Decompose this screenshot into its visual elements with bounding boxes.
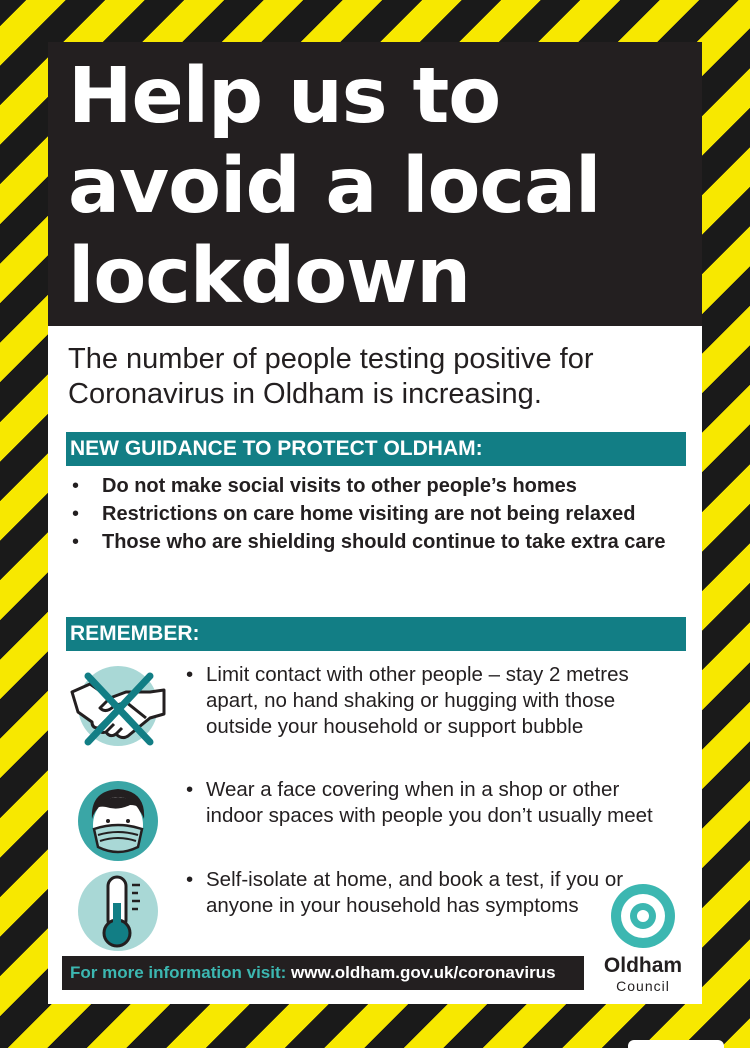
footer-label: For more information visit: <box>70 963 287 982</box>
list-item <box>68 528 688 556</box>
bullet: • <box>72 531 80 553</box>
guidance-item-text: Restrictions on care home visiting are not being relaxed <box>102 503 636 525</box>
logo-mark-icon <box>588 880 698 954</box>
logo-subtitle: Council <box>616 978 670 994</box>
logo-name: Oldham <box>603 954 683 977</box>
thermometer-icon <box>66 867 170 955</box>
oldham-council-logo <box>588 880 698 1000</box>
list-item <box>68 500 688 528</box>
headline-line: Help us to <box>68 52 501 141</box>
remember-item-text: Self-isolate at home, and book a test, if you or anyone in your household has symptoms <box>206 868 624 917</box>
no-handshake-icon <box>66 662 170 750</box>
bullet: • <box>72 475 80 497</box>
list-item <box>68 472 688 500</box>
bullet: • <box>186 868 194 891</box>
remember-item-text-block <box>186 662 666 740</box>
page-corner-tab <box>628 1040 724 1058</box>
headline-line: lockdown <box>68 232 471 321</box>
guidance-item-text: Those who are shielding should continue to take extra care <box>102 531 666 553</box>
subheading: The number of people testing positive for Coronavirus in Oldham is increasing. <box>68 343 594 410</box>
headline-block <box>48 42 702 326</box>
remember-item-text-block <box>186 777 666 829</box>
guidance-heading: NEW GUIDANCE TO PROTECT OLDHAM: <box>66 432 686 466</box>
face-mask-icon <box>66 777 170 865</box>
remember-item-text: Limit contact with other people – stay 2 metres apart, no hand shaking or hugging with those outside your household or support bubble <box>206 663 629 738</box>
remember-heading: REMEMBER: <box>66 617 686 651</box>
footer-url-link[interactable]: www.oldham.gov.uk/coronavirus <box>291 963 556 982</box>
guidance-list <box>68 472 688 556</box>
bullet: • <box>72 503 80 525</box>
bullet: • <box>186 778 194 801</box>
info-footer <box>62 956 584 990</box>
poster-panel <box>48 42 702 1004</box>
guidance-item-text: Do not make social visits to other people’s homes <box>102 475 577 497</box>
headline <box>68 52 600 322</box>
bullet: • <box>186 663 194 686</box>
headline-line: avoid a local <box>68 142 601 231</box>
remember-item-text: Wear a face covering when in a shop or other indoor spaces with people you don’t usually meet <box>206 778 653 827</box>
